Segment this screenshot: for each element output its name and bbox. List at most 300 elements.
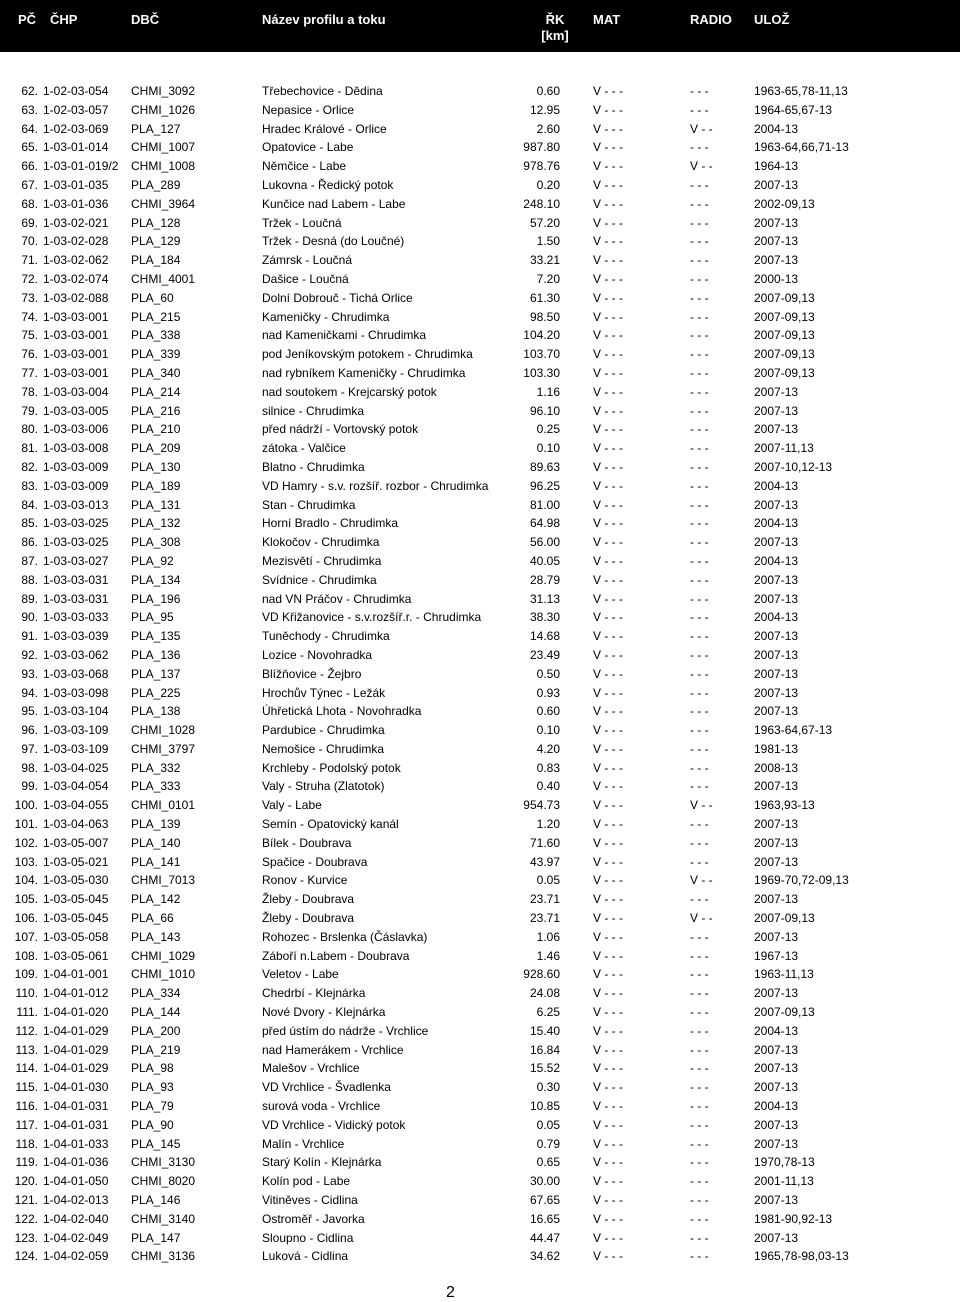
uloz-value: 2007-13 <box>754 835 799 850</box>
mat-value: V - - - <box>593 704 623 719</box>
uloz-value: 2007-13 <box>754 1080 799 1095</box>
row-number: 108. <box>14 948 38 963</box>
uloz-value: 2007-13 <box>754 497 799 512</box>
rk-value: 61.30 <box>529 290 560 305</box>
mat-value: V - - - <box>593 854 623 869</box>
row-number: 76. <box>21 347 38 362</box>
profile-name: Ostroměř - Javorka <box>262 1211 365 1226</box>
row-number: 70. <box>21 234 38 249</box>
chp-code: 1-03-01-014 <box>43 140 109 155</box>
dbc-code: PLA_130 <box>131 459 181 474</box>
table-row <box>0 1078 960 1097</box>
mat-value: V - - - <box>593 1042 623 1057</box>
table-row <box>0 383 960 402</box>
mat-value: V - - - <box>593 1005 623 1020</box>
chp-code: 1-03-02-088 <box>43 290 109 305</box>
rk-value: 43.97 <box>529 854 560 869</box>
rk-value: 1.06 <box>536 929 560 944</box>
uloz-value: 2007-11,13 <box>754 441 814 456</box>
mat-value: V - - - <box>593 892 623 907</box>
row-number: 91. <box>21 629 38 644</box>
table-row <box>0 1229 960 1248</box>
dbc-code: CHMI_4001 <box>131 271 196 286</box>
rk-value: 40.05 <box>529 553 560 568</box>
header-radio: RADIO <box>690 12 732 27</box>
table-row <box>0 590 960 609</box>
dbc-code: PLA_136 <box>131 647 181 662</box>
radio-value: - - - <box>690 986 709 1001</box>
table-row <box>0 308 960 327</box>
radio-value: - - - <box>690 177 709 192</box>
profile-name: před nádrží - Vortovský potok <box>262 422 419 437</box>
radio-value: - - - <box>690 647 709 662</box>
mat-value: V - - - <box>593 459 623 474</box>
profile-name: Veletov - Labe <box>262 967 339 982</box>
profile-name: Tuněchody - Chrudimka <box>262 629 390 644</box>
table-row <box>0 853 960 872</box>
radio-value: - - - <box>690 704 709 719</box>
rk-value: 954.73 <box>523 798 560 813</box>
uloz-value: 2007-13 <box>754 1136 799 1151</box>
chp-code: 1-04-01-001 <box>43 967 109 982</box>
mat-value: V - - - <box>593 234 623 249</box>
chp-code: 1-03-05-021 <box>43 854 109 869</box>
profile-name: Tržek - Desná (do Loučné) <box>262 234 405 249</box>
radio-value: - - - <box>690 835 709 850</box>
radio-value: - - - <box>690 1023 709 1038</box>
table-row <box>0 665 960 684</box>
profile-name: Rohozec - Brslenka (Čáslavka) <box>262 929 428 944</box>
chp-code: 1-03-03-006 <box>43 422 109 437</box>
table-row <box>0 740 960 759</box>
uloz-value: 2004-13 <box>754 1023 799 1038</box>
rk-value: 0.60 <box>536 704 560 719</box>
table-row <box>0 477 960 496</box>
uloz-value: 2000-13 <box>754 271 799 286</box>
uloz-value: 2004-13 <box>754 1099 799 1114</box>
rk-value: 15.52 <box>529 1061 560 1076</box>
table-row <box>0 1172 960 1191</box>
row-number: 88. <box>21 572 38 587</box>
row-number: 67. <box>21 177 38 192</box>
profile-name: nad VN Práčov - Chrudimka <box>262 591 412 606</box>
row-number: 68. <box>21 196 38 211</box>
dbc-code: PLA_129 <box>131 234 181 249</box>
row-number: 90. <box>21 610 38 625</box>
row-number: 100. <box>14 798 38 813</box>
rk-value: 56.00 <box>529 535 560 550</box>
chp-code: 1-03-02-062 <box>43 253 109 268</box>
uloz-value: 2007-09,13 <box>754 347 815 362</box>
table-row <box>0 684 960 703</box>
chp-code: 1-03-03-009 <box>43 478 109 493</box>
uloz-value: 2007-13 <box>754 666 799 681</box>
mat-value: V - - - <box>593 365 623 380</box>
row-number: 110. <box>15 986 38 1001</box>
uloz-value: 2007-09,13 <box>754 1005 815 1020</box>
radio-value: - - - <box>690 422 709 437</box>
uloz-value: 2007-10,12-13 <box>754 459 833 474</box>
table-row <box>0 176 960 195</box>
chp-code: 1-04-01-031 <box>43 1117 109 1132</box>
rk-value: 0.65 <box>536 1155 560 1170</box>
profile-name: Horní Bradlo - Chrudimka <box>262 516 399 531</box>
uloz-value: 2007-13 <box>754 177 799 192</box>
radio-value: - - - <box>690 196 709 211</box>
dbc-code: PLA_339 <box>131 347 181 362</box>
radio-value: - - - <box>690 817 709 832</box>
rk-value: 67.65 <box>529 1193 560 1208</box>
rk-value: 15.40 <box>529 1023 560 1038</box>
row-number: 113. <box>15 1042 38 1057</box>
mat-value: V - - - <box>593 666 623 681</box>
dbc-code: PLA_93 <box>131 1080 174 1095</box>
radio-value: - - - <box>690 1211 709 1226</box>
mat-value: V - - - <box>593 647 623 662</box>
dbc-code: PLA_66 <box>131 911 174 926</box>
radio-value: V - - <box>690 911 713 926</box>
table-row <box>0 928 960 947</box>
radio-value: - - - <box>690 1099 709 1114</box>
rk-value: 103.70 <box>523 347 560 362</box>
profile-name: Mezisvětí - Chrudimka <box>262 553 382 568</box>
mat-value: V - - - <box>593 1193 623 1208</box>
header-mat: MAT <box>593 12 621 27</box>
profile-name: Nepasice - Orlice <box>262 102 355 117</box>
mat-value: V - - - <box>593 629 623 644</box>
dbc-code: PLA_127 <box>131 121 181 136</box>
mat-value: V - - - <box>593 84 623 98</box>
table-row <box>0 815 960 834</box>
chp-code: 1-03-03-013 <box>43 497 109 512</box>
row-number: 72. <box>21 271 38 286</box>
chp-code: 1-04-01-029 <box>43 1061 109 1076</box>
dbc-code: PLA_196 <box>131 591 181 606</box>
dbc-code: PLA_140 <box>131 835 181 850</box>
radio-value: V - - <box>690 159 713 174</box>
profile-name: Krchleby - Podolský potok <box>262 760 401 775</box>
rk-value: 38.30 <box>529 610 560 625</box>
rk-value: 34.62 <box>529 1249 560 1264</box>
dbc-code: PLA_98 <box>131 1061 174 1076</box>
profile-name: pod Jeníkovským potokem - Chrudimka <box>262 347 473 362</box>
chp-code: 1-04-02-049 <box>43 1230 109 1245</box>
rk-value: 1.46 <box>536 948 560 963</box>
row-number: 101. <box>14 817 38 832</box>
rk-value: 0.50 <box>536 666 560 681</box>
rk-value: 0.05 <box>536 873 560 888</box>
dbc-code: PLA_90 <box>131 1117 174 1132</box>
profile-name: Svídnice - Chrudimka <box>262 572 377 587</box>
row-number: 121. <box>14 1193 38 1208</box>
uloz-value: 2004-13 <box>754 121 799 136</box>
uloz-value: 1963-65,78-11,13 <box>754 84 848 98</box>
dbc-code: PLA_289 <box>131 177 181 192</box>
table-row <box>0 552 960 571</box>
rk-value: 0.40 <box>536 779 560 794</box>
uloz-value: 2007-13 <box>754 1230 799 1245</box>
profile-name: nad rybníkem Kameničky - Chrudimka <box>262 365 466 380</box>
uloz-value: 1967-13 <box>754 948 799 963</box>
uloz-value: 2002-09,13 <box>754 196 815 211</box>
chp-code: 1-03-04-025 <box>43 760 109 775</box>
radio-value: - - - <box>690 1117 709 1132</box>
profile-name: Třebechovice - Dědina <box>262 84 383 98</box>
radio-value: - - - <box>690 1230 709 1245</box>
row-number: 109. <box>14 967 38 982</box>
chp-code: 1-02-03-057 <box>43 102 109 117</box>
chp-code: 1-04-02-013 <box>43 1193 109 1208</box>
row-number: 92. <box>21 647 38 662</box>
rk-value: 89.63 <box>529 459 560 474</box>
uloz-value: 1963-64,66,71-13 <box>754 140 849 155</box>
profile-name: Dolní Dobrouč - Tichá Orlice <box>262 290 413 305</box>
radio-value: - - - <box>690 610 709 625</box>
mat-value: V - - - <box>593 1061 623 1076</box>
mat-value: V - - - <box>593 1249 623 1264</box>
uloz-value: 2007-13 <box>754 892 799 907</box>
chp-code: 1-03-02-028 <box>43 234 109 249</box>
rk-value: 0.10 <box>536 723 560 738</box>
radio-value: - - - <box>690 478 709 493</box>
uloz-value: 2004-13 <box>754 516 799 531</box>
row-number: 103. <box>14 854 38 869</box>
dbc-code: PLA_131 <box>131 497 181 512</box>
rk-value: 0.60 <box>536 84 560 98</box>
profile-name: Stan - Chrudimka <box>262 497 356 512</box>
row-number: 79. <box>21 403 38 418</box>
uloz-value: 2004-13 <box>754 478 799 493</box>
chp-code: 1-03-03-001 <box>43 309 109 324</box>
table-row <box>0 608 960 627</box>
mat-value: V - - - <box>593 760 623 775</box>
header-dbc: DBČ <box>131 12 160 27</box>
radio-value: - - - <box>690 666 709 681</box>
rk-value: 23.49 <box>529 647 560 662</box>
dbc-code: PLA_209 <box>131 441 181 456</box>
dbc-code: CHMI_1007 <box>131 140 196 155</box>
table-row <box>0 1116 960 1135</box>
row-number: 89. <box>21 591 38 606</box>
chp-code: 1-04-01-029 <box>43 1042 109 1057</box>
profile-name: VD Vrchlice - Vidický potok <box>262 1117 406 1132</box>
rk-value: 30.00 <box>529 1174 560 1189</box>
chp-code: 1-03-05-045 <box>43 911 109 926</box>
rk-value: 28.79 <box>529 572 560 587</box>
row-number: 117. <box>15 1117 38 1132</box>
row-number: 95. <box>21 704 38 719</box>
dbc-code: PLA_340 <box>131 365 181 380</box>
uloz-value: 1981-13 <box>754 741 799 756</box>
profile-name: Klokočov - Chrudimka <box>262 535 380 550</box>
table-row <box>0 1003 960 1022</box>
table-body <box>0 82 960 1266</box>
row-number: 63. <box>21 102 38 117</box>
profile-name: Malešov - Vrchlice <box>262 1061 360 1076</box>
page-number: 2 <box>446 1284 455 1301</box>
dbc-code: CHMI_7013 <box>131 873 196 888</box>
table-row <box>0 646 960 665</box>
row-number: 118. <box>15 1136 38 1151</box>
mat-value: V - - - <box>593 1023 623 1038</box>
uloz-value: 2007-09,13 <box>754 911 815 926</box>
rk-value: 33.21 <box>529 253 560 268</box>
profile-name: Lozice - Novohradka <box>262 647 373 662</box>
mat-value: V - - - <box>593 196 623 211</box>
radio-value: - - - <box>690 892 709 907</box>
row-number: 83. <box>21 478 38 493</box>
uloz-value: 2001-11,13 <box>754 1174 814 1189</box>
header-chp: ČHP <box>50 12 78 27</box>
chp-code: 1-04-01-050 <box>43 1174 109 1189</box>
uloz-value: 2007-09,13 <box>754 290 815 305</box>
row-number: 78. <box>21 384 38 399</box>
chp-code: 1-03-05-058 <box>43 929 109 944</box>
uloz-value: 2007-13 <box>754 854 799 869</box>
profile-name: zátoka - Valčice <box>262 441 346 456</box>
profile-name: VD Křižanovice - s.v.rozšíř.r. - Chrudimka <box>262 610 482 625</box>
dbc-code: PLA_79 <box>131 1099 174 1114</box>
mat-value: V - - - <box>593 403 623 418</box>
mat-value: V - - - <box>593 478 623 493</box>
table-row <box>0 214 960 233</box>
table-row <box>0 138 960 157</box>
rk-value: 104.20 <box>523 328 560 343</box>
uloz-value: 2007-13 <box>754 422 799 437</box>
rk-value: 14.68 <box>529 629 560 644</box>
rk-value: 98.50 <box>529 309 560 324</box>
dbc-code: CHMI_8020 <box>131 1174 196 1189</box>
chp-code: 1-04-01-033 <box>43 1136 109 1151</box>
dbc-code: CHMI_1028 <box>131 723 196 738</box>
dbc-code: PLA_219 <box>131 1042 181 1057</box>
mat-value: V - - - <box>593 535 623 550</box>
radio-value: - - - <box>690 591 709 606</box>
dbc-code: PLA_95 <box>131 610 174 625</box>
uloz-value: 2007-09,13 <box>754 328 815 343</box>
table-row <box>0 533 960 552</box>
uloz-value: 2007-13 <box>754 572 799 587</box>
uloz-value: 2007-09,13 <box>754 309 815 324</box>
row-number: 120. <box>14 1174 38 1189</box>
row-number: 105. <box>14 892 38 907</box>
mat-value: V - - - <box>593 140 623 155</box>
mat-value: V - - - <box>593 986 623 1001</box>
uloz-value: 1970,78-13 <box>754 1155 815 1170</box>
profile-name: Ronov - Kurvice <box>262 873 348 888</box>
radio-value: - - - <box>690 779 709 794</box>
uloz-value: 2007-13 <box>754 986 799 1001</box>
rk-value: 0.79 <box>536 1136 560 1151</box>
chp-code: 1-03-01-036 <box>43 196 109 211</box>
uloz-value: 2007-13 <box>754 234 799 249</box>
chp-code: 1-04-01-036 <box>43 1155 109 1170</box>
table-row <box>0 345 960 364</box>
rk-value: 6.25 <box>536 1005 560 1020</box>
table-row <box>0 759 960 778</box>
profile-name: Žleby - Doubrava <box>262 892 355 907</box>
rk-value: 0.93 <box>536 685 560 700</box>
dbc-code: PLA_214 <box>131 384 181 399</box>
uloz-value: 2007-13 <box>754 629 799 644</box>
rk-value: 0.05 <box>536 1117 560 1132</box>
mat-value: V - - - <box>593 685 623 700</box>
profile-name: Nemošice - Chrudimka <box>262 741 385 756</box>
table-row <box>0 571 960 590</box>
profile-name: Blatno - Chrudimka <box>262 459 365 474</box>
row-number: 75. <box>21 328 38 343</box>
profile-name: před ústím do nádrže - Vrchlice <box>262 1023 429 1038</box>
table-row <box>0 120 960 139</box>
profile-name: Kunčice nad Labem - Labe <box>262 196 406 211</box>
mat-value: V - - - <box>593 610 623 625</box>
rk-value: 103.30 <box>523 365 560 380</box>
mat-value: V - - - <box>593 873 623 888</box>
profile-name: Opatovice - Labe <box>262 140 354 155</box>
mat-value: V - - - <box>593 253 623 268</box>
mat-value: V - - - <box>593 1174 623 1189</box>
profile-name: Vitiněves - Cidlina <box>262 1193 358 1208</box>
table-row <box>0 439 960 458</box>
mat-value: V - - - <box>593 553 623 568</box>
uloz-value: 2007-13 <box>754 215 799 230</box>
dbc-code: PLA_308 <box>131 535 181 550</box>
profile-name: Sloupno - Cidlina <box>262 1230 354 1245</box>
uloz-value: 2007-13 <box>754 253 799 268</box>
chp-code: 1-03-04-055 <box>43 798 109 813</box>
dbc-code: PLA_333 <box>131 779 181 794</box>
radio-value: - - - <box>690 384 709 399</box>
rk-value: 64.98 <box>529 516 560 531</box>
radio-value: - - - <box>690 328 709 343</box>
profile-name: Pardubice - Chrudimka <box>262 723 385 738</box>
radio-value: - - - <box>690 685 709 700</box>
uloz-value: 2007-13 <box>754 704 799 719</box>
row-number: 116. <box>15 1099 38 1114</box>
table-row <box>0 834 960 853</box>
rk-value: 23.71 <box>529 911 560 926</box>
dbc-code: CHMI_3964 <box>131 196 196 211</box>
radio-value: - - - <box>690 140 709 155</box>
uloz-value: 2008-13 <box>754 760 799 775</box>
mat-value: V - - - <box>593 309 623 324</box>
row-number: 98. <box>21 760 38 775</box>
profile-name: Kameničky - Chrudimka <box>262 309 390 324</box>
radio-value: - - - <box>690 459 709 474</box>
uloz-value: 2007-13 <box>754 1042 799 1057</box>
mat-value: V - - - <box>593 1080 623 1095</box>
dbc-code: CHMI_3092 <box>131 84 196 98</box>
uloz-value: 1964-13 <box>754 159 799 174</box>
rk-value: 2.60 <box>536 121 560 136</box>
radio-value: - - - <box>690 403 709 418</box>
table-row <box>0 1247 960 1266</box>
dbc-code: CHMI_1010 <box>131 967 196 982</box>
profile-name: surová voda - Vrchlice <box>262 1099 381 1114</box>
chp-code: 1-03-03-033 <box>43 610 109 625</box>
table-row <box>0 514 960 533</box>
rk-value: 7.20 <box>536 271 560 286</box>
radio-value: - - - <box>690 1136 709 1151</box>
chp-code: 1-03-04-054 <box>43 779 109 794</box>
rk-value: 31.13 <box>529 591 560 606</box>
row-number: 94. <box>21 685 38 700</box>
mat-value: V - - - <box>593 328 623 343</box>
profile-name: Lukovna - Ředický potok <box>262 177 394 192</box>
profile-name: silnice - Chrudimka <box>262 403 365 418</box>
uloz-value: 1963-64,67-13 <box>754 723 833 738</box>
table-row <box>0 251 960 270</box>
